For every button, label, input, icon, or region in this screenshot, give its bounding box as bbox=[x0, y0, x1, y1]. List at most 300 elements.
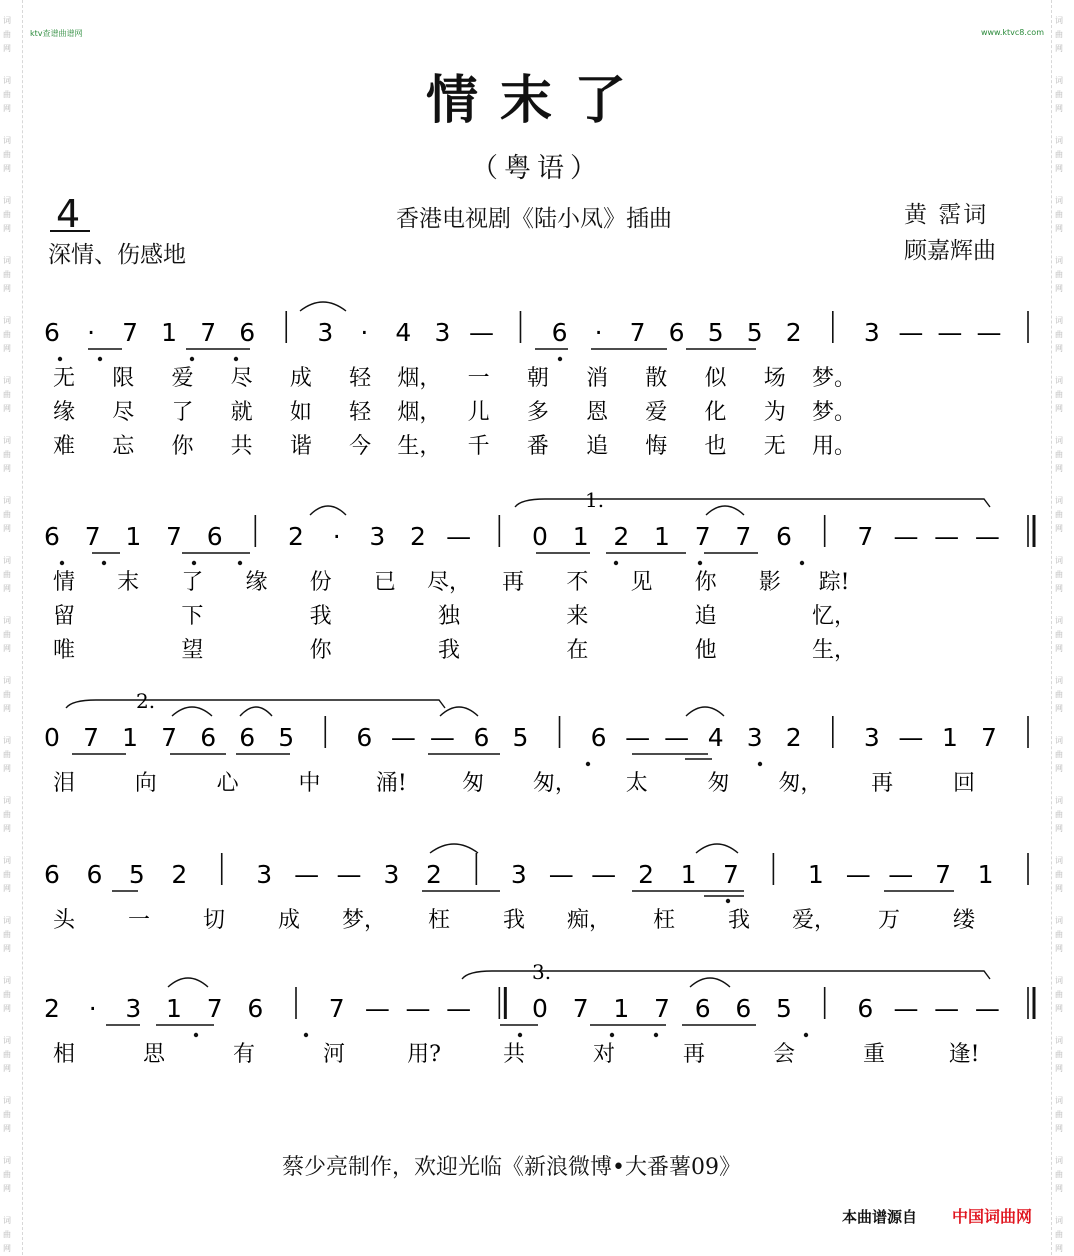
note: 6 bbox=[239, 723, 256, 752]
octave-dot bbox=[304, 1033, 308, 1037]
octave-dot bbox=[518, 1033, 522, 1037]
lyric-syllable: 会 bbox=[772, 1042, 796, 1067]
margin-watermark-text: 词曲网 bbox=[1055, 376, 1063, 413]
lyric-syllable: 望 bbox=[181, 638, 204, 663]
sustain-dash: — bbox=[405, 994, 431, 1023]
note: 0 bbox=[532, 522, 548, 551]
dot-mark: · bbox=[88, 994, 97, 1023]
note: 5 bbox=[128, 860, 145, 889]
octave-dot bbox=[234, 357, 238, 361]
lyric-syllable: 了 bbox=[171, 400, 194, 425]
lyric-syllable: 用。 bbox=[811, 434, 857, 459]
volta-number: 1. bbox=[585, 488, 605, 512]
sustain-dash: — bbox=[294, 860, 320, 889]
margin-watermark-text: 词曲网 bbox=[1055, 436, 1063, 473]
octave-dot bbox=[558, 357, 562, 361]
note: 2 bbox=[425, 860, 442, 889]
dot-mark: · bbox=[332, 522, 341, 551]
note: 2 bbox=[171, 860, 188, 889]
lyric-syllable: 回 bbox=[952, 771, 976, 796]
sustain-dash: — bbox=[893, 522, 919, 551]
source-label: 本曲谱源自 bbox=[842, 1208, 918, 1226]
margin-watermark-text: 词曲网 bbox=[1055, 1156, 1063, 1193]
lyric-syllable: 心 bbox=[216, 771, 239, 796]
lyric-syllable: 留 bbox=[52, 604, 76, 629]
lyric-syllable: 情 bbox=[52, 570, 76, 595]
lyric-syllable: 化 bbox=[704, 400, 727, 425]
lyric-syllable: 泪 bbox=[52, 771, 76, 796]
lyric-syllable: 成 bbox=[289, 366, 312, 391]
octave-dot bbox=[586, 762, 590, 766]
lyric-syllable: 对 bbox=[592, 1042, 616, 1067]
lyric-syllable: 有 bbox=[232, 1042, 256, 1067]
lyric-syllable: 匆， bbox=[532, 771, 577, 796]
margin-watermark-text: 词曲网 bbox=[1055, 796, 1063, 833]
note: 3 bbox=[369, 522, 386, 551]
octave-dot bbox=[614, 561, 618, 565]
lyric-syllable: 切 bbox=[202, 908, 226, 933]
lyric-syllable: 一 bbox=[127, 908, 151, 933]
volta-number: 3. bbox=[532, 960, 552, 984]
note: 0 bbox=[532, 994, 548, 1023]
slur bbox=[430, 844, 478, 853]
score-row bbox=[44, 515, 1034, 663]
margin-watermark-text: 词曲网 bbox=[3, 136, 11, 173]
margin-watermark-text: 词曲网 bbox=[3, 256, 11, 293]
lyric-syllable: 忘 bbox=[112, 434, 135, 459]
note: 3 bbox=[510, 860, 527, 889]
note: 1 bbox=[807, 860, 824, 889]
note: 7 bbox=[629, 318, 646, 347]
time-signature: 4 bbox=[56, 192, 81, 236]
lyric-syllable: 尽 bbox=[230, 366, 253, 391]
note: 6 bbox=[735, 994, 752, 1023]
margin-watermark-text: 词曲网 bbox=[3, 376, 11, 413]
octave-dot bbox=[698, 561, 702, 565]
lyric-syllable: 如 bbox=[289, 400, 312, 425]
sustain-dash: — bbox=[446, 522, 472, 551]
slur bbox=[310, 506, 346, 515]
lyric-syllable: 追 bbox=[694, 604, 717, 629]
lyric-syllable: 就 bbox=[230, 400, 253, 425]
lyric-syllable: 无 bbox=[52, 366, 76, 391]
margin-watermark-text: 词曲网 bbox=[1055, 616, 1063, 653]
lyric-syllable: 也 bbox=[704, 434, 727, 459]
lyric-syllable: 生， bbox=[811, 638, 857, 663]
lyric-syllable: 缘 bbox=[52, 400, 76, 425]
lyric-syllable: 儿 bbox=[467, 400, 490, 425]
note: 6 bbox=[247, 994, 264, 1023]
lyric-syllable: 烟， bbox=[397, 366, 442, 391]
margin-watermark-text: 词曲网 bbox=[3, 316, 11, 353]
lyric-syllable: 轻 bbox=[349, 366, 372, 391]
lyric-syllable: 枉 bbox=[427, 908, 451, 933]
lyric-syllable: 独 bbox=[437, 604, 461, 629]
lyric-syllable: 下 bbox=[181, 604, 204, 629]
octave-dot bbox=[726, 899, 730, 903]
note: 6 bbox=[206, 522, 223, 551]
sustain-dash: — bbox=[937, 318, 963, 347]
lyric-syllable: 逢! bbox=[948, 1042, 980, 1067]
sustain-dash: — bbox=[934, 522, 960, 551]
lyric-syllable: 枉 bbox=[652, 908, 676, 933]
lyric-syllable: 尽， bbox=[426, 570, 472, 595]
note: 6 bbox=[86, 860, 103, 889]
note: 7 bbox=[206, 994, 223, 1023]
lyric-syllable: 再 bbox=[871, 771, 894, 796]
lyric-syllable: 尽 bbox=[112, 400, 135, 425]
margin-watermark-text: 词曲网 bbox=[1055, 1096, 1063, 1133]
lyric-syllable: 向 bbox=[134, 771, 157, 796]
note: 4 bbox=[395, 318, 412, 347]
margin-watermark-text: 词曲网 bbox=[1055, 496, 1063, 533]
sustain-dash: — bbox=[364, 994, 390, 1023]
margin-watermark-text: 词曲网 bbox=[1055, 316, 1063, 353]
lyric-syllable: 谐 bbox=[289, 434, 312, 459]
note: 7 bbox=[735, 522, 752, 551]
lyric-syllable: 在 bbox=[566, 638, 589, 663]
note: 7 bbox=[857, 522, 874, 551]
note: 3 bbox=[863, 318, 880, 347]
slur bbox=[706, 506, 744, 515]
note: 5 bbox=[776, 994, 792, 1023]
lyric-syllable: 用? bbox=[407, 1042, 441, 1067]
lyric-syllable: 你 bbox=[694, 570, 717, 595]
lyric-syllable: 成 bbox=[277, 908, 301, 933]
note: 2 bbox=[785, 318, 802, 347]
note: 5 bbox=[746, 318, 763, 347]
note: 5 bbox=[512, 723, 529, 752]
note: 2 bbox=[288, 522, 304, 551]
octave-dot bbox=[194, 1033, 198, 1037]
lyric-syllable: 见 bbox=[630, 570, 653, 595]
sustain-dash: — bbox=[468, 318, 494, 347]
lyric-syllable: 已 bbox=[373, 570, 396, 595]
source-site-logo[interactable]: 中国词曲网 bbox=[952, 1207, 1033, 1226]
margin-watermark-text: 词曲网 bbox=[3, 1036, 11, 1073]
lyric-syllable: 了 bbox=[181, 570, 204, 595]
slur bbox=[172, 707, 212, 716]
header-link-right[interactable]: www.ktvc8.com bbox=[980, 28, 1044, 37]
lyric-syllable: 难 bbox=[52, 434, 76, 459]
lyric-syllable: 思 bbox=[142, 1042, 166, 1067]
song-language: （粤语） bbox=[471, 153, 603, 184]
margin-watermark-text: 词曲网 bbox=[1055, 16, 1063, 53]
sustain-dash: — bbox=[548, 860, 574, 889]
lyric-syllable: 场 bbox=[763, 366, 786, 391]
octave-dot bbox=[610, 1033, 614, 1037]
note: 1 bbox=[122, 723, 139, 752]
note: 7 bbox=[935, 860, 952, 889]
note: 7 bbox=[572, 994, 589, 1023]
sustain-dash: — bbox=[446, 994, 472, 1023]
sustain-dash: — bbox=[336, 860, 362, 889]
margin-watermark-text: 词曲网 bbox=[3, 196, 11, 233]
margin-watermark-text: 词曲网 bbox=[3, 16, 11, 53]
octave-dot bbox=[800, 561, 804, 565]
lyric-syllable: 忆， bbox=[811, 604, 857, 629]
lyric-syllable: 千 bbox=[467, 434, 490, 459]
margin-watermark-text: 词曲网 bbox=[1055, 976, 1063, 1013]
lyric-syllable: 我 bbox=[727, 908, 751, 933]
note: 1 bbox=[680, 860, 697, 889]
margin-watermark-text: 词曲网 bbox=[1055, 556, 1063, 593]
note: 7 bbox=[83, 723, 99, 752]
note: 7 bbox=[694, 522, 711, 551]
margin-watermark-text: 词曲网 bbox=[1055, 256, 1063, 293]
sustain-dash: — bbox=[898, 723, 924, 752]
lyric-syllable: 份 bbox=[309, 570, 332, 595]
lyric-syllable: 悔 bbox=[645, 434, 668, 459]
score-row bbox=[44, 987, 1034, 1067]
octave-dot bbox=[60, 561, 64, 565]
dot-mark: · bbox=[594, 318, 603, 347]
lyric-syllable: 来 bbox=[566, 604, 589, 629]
note: 3 bbox=[383, 860, 400, 889]
lyricist-credit: 黄 霑词 bbox=[904, 202, 989, 228]
octave-dot bbox=[654, 1033, 658, 1037]
slur bbox=[240, 707, 272, 716]
margin-watermark-text: 词曲网 bbox=[3, 916, 11, 953]
header-link-left[interactable]: ktv查谱曲谱网 bbox=[30, 29, 83, 38]
lyric-syllable: 末 bbox=[117, 570, 140, 595]
lyric-syllable: 踪! bbox=[818, 570, 850, 595]
lyric-syllable: 爱 bbox=[645, 400, 668, 425]
dot-mark: · bbox=[87, 318, 96, 347]
margin-watermark-text: 词曲网 bbox=[3, 556, 11, 593]
note: 3 bbox=[746, 723, 763, 752]
lyric-syllable: 影 bbox=[758, 570, 781, 595]
margin-watermark-text: 词曲网 bbox=[3, 496, 11, 533]
lyric-syllable: 重 bbox=[862, 1042, 886, 1067]
composer-credit: 顾嘉辉曲 bbox=[904, 238, 996, 264]
lyric-syllable: 涌! bbox=[375, 771, 407, 796]
margin-watermark-text: 词曲网 bbox=[3, 856, 11, 893]
slur bbox=[168, 978, 208, 987]
margin-watermark-text: 词曲网 bbox=[1055, 196, 1063, 233]
note: 5 bbox=[278, 723, 295, 752]
sustain-dash: — bbox=[664, 723, 690, 752]
note: 3 bbox=[317, 318, 334, 347]
note: 2 bbox=[785, 723, 802, 752]
lyric-syllable: 匆 bbox=[462, 771, 485, 796]
note: 6 bbox=[473, 723, 490, 752]
slur bbox=[440, 707, 478, 716]
lyric-syllable: 爱， bbox=[791, 908, 837, 933]
note: 1 bbox=[125, 522, 142, 551]
lyric-syllable: 散 bbox=[645, 366, 668, 391]
note: 1 bbox=[166, 994, 182, 1023]
lyric-syllable: 番 bbox=[526, 434, 549, 459]
lyric-syllable: 追 bbox=[586, 434, 609, 459]
note: 3 bbox=[125, 994, 142, 1023]
lyric-syllable: 你 bbox=[171, 434, 194, 459]
sustain-dash: — bbox=[898, 318, 924, 347]
volta-number: 2. bbox=[136, 689, 156, 713]
octave-dot bbox=[58, 357, 62, 361]
note: 2 bbox=[638, 860, 655, 889]
lyric-syllable: 相 bbox=[52, 1042, 76, 1067]
margin-watermark-text: 词曲网 bbox=[1055, 1036, 1063, 1073]
lyric-syllable: 再 bbox=[502, 570, 525, 595]
octave-dot bbox=[190, 357, 194, 361]
note: 7 bbox=[654, 994, 670, 1023]
margin-watermark-text: 词曲网 bbox=[1055, 76, 1063, 113]
margin-watermark-text: 词曲网 bbox=[3, 436, 11, 473]
sustain-dash: — bbox=[591, 860, 617, 889]
note: 7 bbox=[84, 522, 101, 551]
note: 7 bbox=[723, 860, 739, 889]
lyric-syllable: 匆， bbox=[778, 771, 823, 796]
note: 7 bbox=[122, 318, 139, 347]
note: 6 bbox=[356, 723, 373, 752]
octave-dot bbox=[102, 561, 106, 565]
slur bbox=[696, 844, 738, 853]
lyric-syllable: 梦。 bbox=[811, 400, 857, 425]
margin-watermark-text: 词曲网 bbox=[3, 1096, 11, 1133]
lyric-syllable: 再 bbox=[682, 1042, 706, 1067]
note: 0 bbox=[44, 723, 60, 752]
lyric-syllable: 匆 bbox=[707, 771, 730, 796]
score-row bbox=[44, 716, 1028, 796]
margin-watermark-text: 词曲网 bbox=[3, 676, 11, 713]
note: 2 bbox=[44, 994, 60, 1023]
lyric-syllable: 唯 bbox=[52, 638, 76, 663]
lyric-syllable: 为 bbox=[763, 400, 786, 425]
dot-mark: · bbox=[360, 318, 369, 347]
lyric-syllable: 今 bbox=[349, 434, 372, 459]
sustain-dash: — bbox=[888, 860, 914, 889]
note: 7 bbox=[166, 522, 182, 551]
score-rows bbox=[44, 311, 1034, 1067]
note: 2 bbox=[410, 522, 426, 551]
margin-watermark-text: 词曲网 bbox=[3, 976, 11, 1013]
lyric-syllable: 头 bbox=[52, 908, 76, 933]
lyric-syllable: 中 bbox=[298, 771, 321, 796]
lyric-syllable: 河 bbox=[322, 1042, 346, 1067]
note: 1 bbox=[572, 522, 589, 551]
note: 6 bbox=[694, 994, 711, 1023]
lyric-syllable: 生， bbox=[397, 434, 442, 459]
slur bbox=[686, 707, 724, 716]
lyric-syllable: 朝 bbox=[526, 366, 549, 391]
note: 1 bbox=[941, 723, 958, 752]
lyric-syllable: 似 bbox=[704, 366, 727, 391]
slur bbox=[300, 302, 346, 311]
margin-watermark-text: 词曲网 bbox=[1055, 736, 1063, 773]
sustain-dash: — bbox=[429, 723, 455, 752]
note: 7 bbox=[200, 318, 217, 347]
margin-watermark-text: 词曲网 bbox=[1055, 916, 1063, 953]
note: 6 bbox=[590, 723, 607, 752]
note: 1 bbox=[977, 860, 994, 889]
lyric-syllable: 缘 bbox=[245, 570, 268, 595]
lyric-syllable: 痴， bbox=[566, 908, 612, 933]
note: 7 bbox=[328, 994, 345, 1023]
octave-dot bbox=[238, 561, 242, 565]
note: 6 bbox=[44, 522, 60, 551]
note: 5 bbox=[707, 318, 724, 347]
margin-watermark-text: 词曲网 bbox=[1055, 676, 1063, 713]
sustain-dash: — bbox=[976, 318, 1002, 347]
lyric-syllable: 他 bbox=[694, 638, 717, 663]
lyric-syllable: 太 bbox=[625, 771, 648, 796]
sustain-dash: — bbox=[974, 522, 1000, 551]
sustain-dash: — bbox=[893, 994, 919, 1023]
note: 6 bbox=[857, 994, 874, 1023]
lyric-syllable: 共 bbox=[230, 434, 253, 459]
note: 6 bbox=[44, 318, 60, 347]
note: 2 bbox=[613, 522, 630, 551]
lyric-syllable: 我 bbox=[309, 604, 332, 629]
sustain-dash: — bbox=[974, 994, 1000, 1023]
margin-watermark-text: 词曲网 bbox=[3, 76, 11, 113]
lyric-syllable: 你 bbox=[309, 638, 332, 663]
footer-credit: 蔡少亮制作，欢迎光临《新浪微博•大番薯09》 bbox=[282, 1155, 741, 1180]
lyric-syllable: 爱 bbox=[171, 366, 194, 391]
note: 3 bbox=[434, 318, 451, 347]
lyric-syllable: 消 bbox=[586, 366, 609, 391]
octave-dot bbox=[804, 1033, 808, 1037]
lyric-syllable: 不 bbox=[566, 570, 589, 595]
margin-watermark-text: 词曲网 bbox=[1055, 136, 1063, 173]
note: 7 bbox=[981, 723, 997, 752]
song-title: 情末了 bbox=[425, 70, 648, 131]
note: 6 bbox=[551, 318, 568, 347]
note: 1 bbox=[161, 318, 178, 347]
note: 6 bbox=[200, 723, 217, 752]
note: 1 bbox=[654, 522, 670, 551]
lyric-syllable: 恩 bbox=[586, 400, 609, 425]
score-row bbox=[44, 853, 1028, 933]
song-subtitle: 香港电视剧《陆小凤》插曲 bbox=[396, 206, 672, 232]
lyric-syllable: 无 bbox=[763, 434, 786, 459]
sustain-dash: — bbox=[390, 723, 416, 752]
lyric-syllable: 万 bbox=[877, 908, 901, 933]
lyric-syllable: 一 bbox=[467, 366, 490, 391]
octave-dot bbox=[758, 762, 762, 766]
lyric-syllable: 多 bbox=[526, 400, 549, 425]
note: 4 bbox=[707, 723, 724, 752]
margin-watermark-text: 词曲网 bbox=[3, 736, 11, 773]
lyric-syllable: 我 bbox=[502, 908, 526, 933]
lyric-syllable: 缕 bbox=[952, 908, 976, 933]
note: 6 bbox=[239, 318, 256, 347]
lyric-syllable: 梦。 bbox=[811, 366, 857, 391]
octave-dot bbox=[192, 561, 196, 565]
lyric-syllable: 轻 bbox=[349, 400, 372, 425]
slur bbox=[690, 978, 730, 987]
margin-watermark-text: 词曲网 bbox=[1055, 856, 1063, 893]
octave-dot bbox=[98, 357, 102, 361]
note: 7 bbox=[161, 723, 178, 752]
score-row bbox=[44, 311, 1028, 459]
sustain-dash: — bbox=[934, 994, 960, 1023]
lyric-syllable: 限 bbox=[112, 366, 135, 391]
lyric-syllable: 烟， bbox=[397, 400, 442, 425]
note: 6 bbox=[776, 522, 792, 551]
note: 6 bbox=[668, 318, 685, 347]
note: 3 bbox=[256, 860, 273, 889]
expression-mark: 深情、伤感地 bbox=[48, 242, 186, 268]
note: 1 bbox=[613, 994, 630, 1023]
margin-watermark-text: 词曲网 bbox=[1055, 1216, 1063, 1253]
lyric-syllable: 梦， bbox=[341, 908, 387, 933]
note: 6 bbox=[44, 860, 60, 889]
lyric-syllable: 共 bbox=[502, 1042, 526, 1067]
margin-watermark-text: 词曲网 bbox=[3, 796, 11, 833]
note: 3 bbox=[863, 723, 880, 752]
